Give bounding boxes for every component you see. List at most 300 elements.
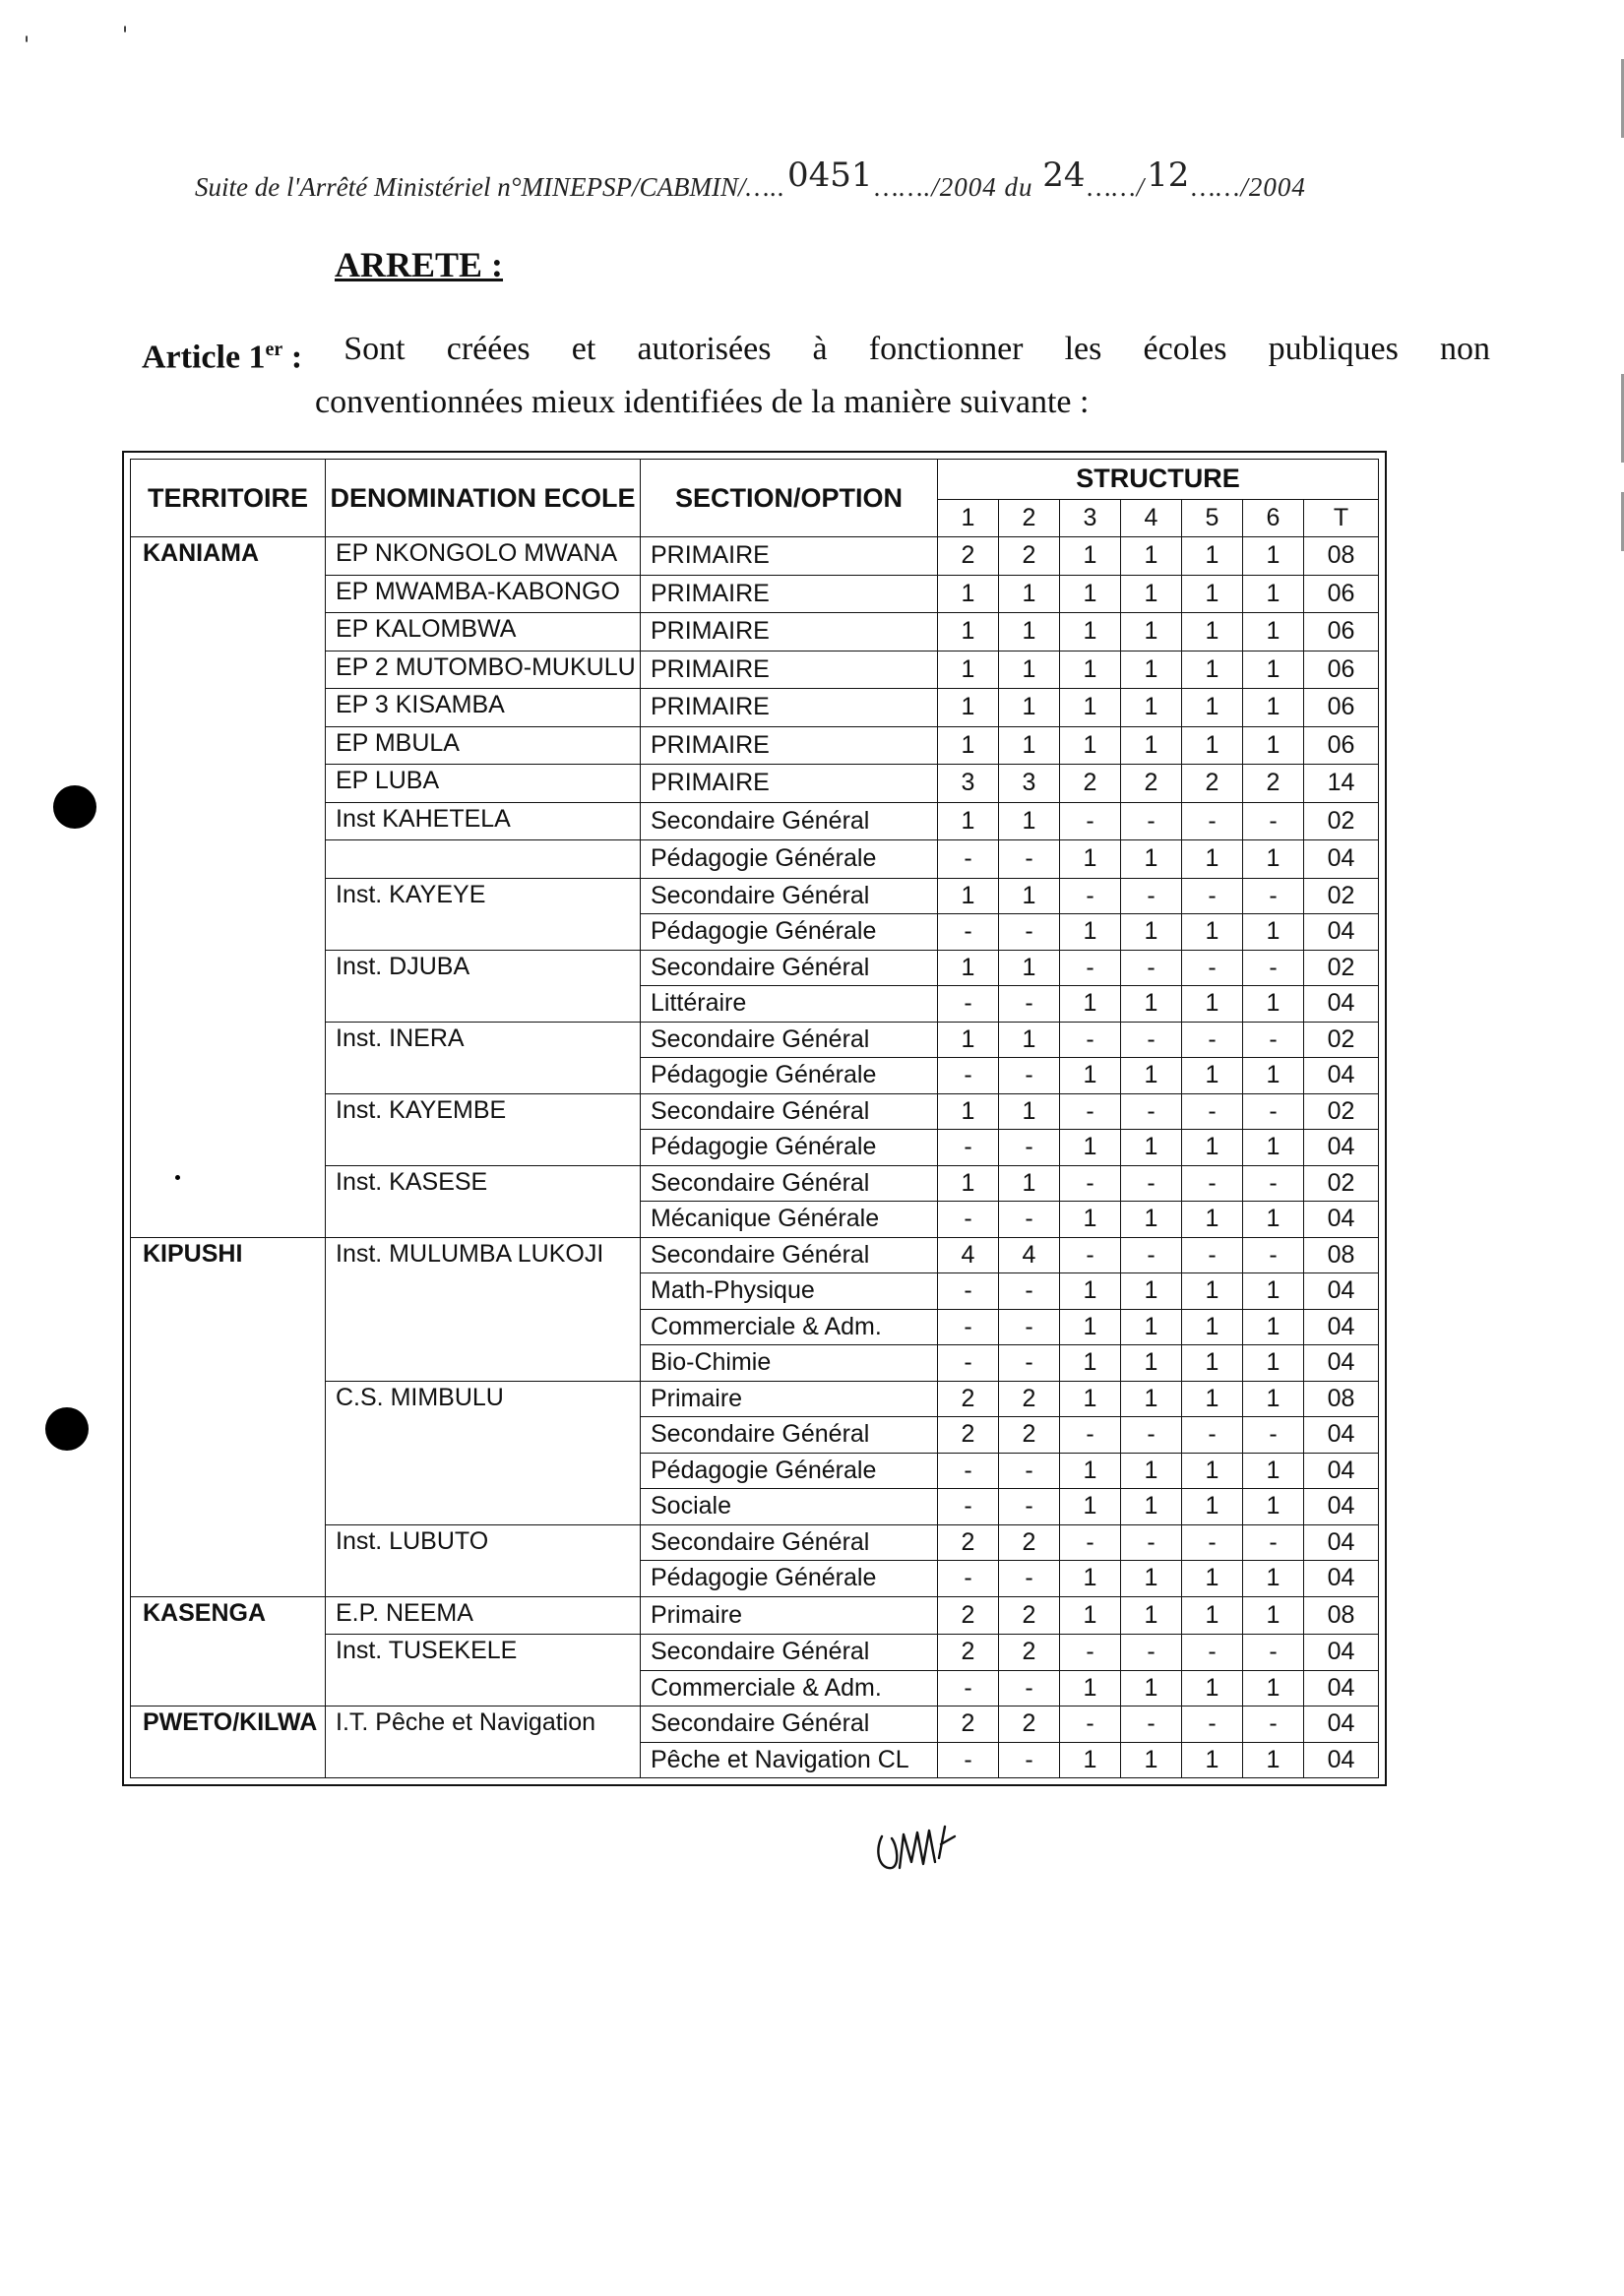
total-cell: 04	[1304, 1130, 1379, 1166]
structure-cell: 2	[999, 1381, 1060, 1417]
section-option-cell: Secondaire Général	[641, 1093, 938, 1130]
structure-cell: 1	[1243, 537, 1304, 576]
table-row	[131, 537, 1379, 576]
article-word: à	[812, 331, 828, 367]
structure-cell: 1	[1060, 914, 1121, 951]
structure-cell: 2	[999, 1706, 1060, 1743]
structure-cell: 1	[1060, 1058, 1121, 1094]
section-option-cell: Pédagogie Générale	[641, 1058, 938, 1094]
structure-cell: 1	[1182, 1453, 1243, 1489]
structure-cell: -	[1060, 1165, 1121, 1202]
school-name-cell: EP KALOMBWA	[326, 613, 641, 652]
article-lead: Article 1er :	[142, 339, 303, 376]
header-dots: ……/2004	[1191, 172, 1306, 202]
total-cell: 08	[1304, 1596, 1379, 1635]
structure-cell: 1	[999, 575, 1060, 613]
structure-cell: -	[999, 986, 1060, 1023]
structure-cell: 1	[1121, 914, 1182, 951]
total-cell: 04	[1304, 1345, 1379, 1382]
structure-cell: 2	[999, 1596, 1060, 1635]
structure-cell: 1	[938, 950, 999, 986]
section-option-cell: PRIMAIRE	[641, 765, 938, 803]
structure-cell: 1	[1121, 1309, 1182, 1345]
structure-cell: 2	[938, 1635, 999, 1671]
arrete-title: ARRETE :	[335, 245, 504, 284]
punch-hole	[53, 785, 96, 829]
section-option-cell: PRIMAIRE	[641, 689, 938, 727]
total-cell: 04	[1304, 1670, 1379, 1706]
section-option-cell: Primaire	[641, 1596, 938, 1635]
structure-cell: -	[1121, 1237, 1182, 1273]
structure-cell: 1	[1182, 840, 1243, 879]
structure-cell: 1	[1060, 1202, 1121, 1238]
structure-cell: 1	[1121, 1202, 1182, 1238]
structure-cell: -	[938, 986, 999, 1023]
header-dots: ……./2004 du	[874, 172, 1041, 202]
structure-cell: -	[999, 1742, 1060, 1778]
total-cell: 02	[1304, 878, 1379, 914]
structure-cell: 1	[1060, 651, 1121, 689]
total-cell: 14	[1304, 765, 1379, 803]
structure-cell: -	[1060, 1635, 1121, 1671]
structure-cell: -	[938, 840, 999, 879]
structure-cell: 1	[1182, 726, 1243, 765]
structure-cell: 1	[1121, 986, 1182, 1023]
structure-cell: 1	[1243, 1561, 1304, 1597]
handwritten-day: 24	[1042, 155, 1086, 195]
structure-cell: -	[1060, 878, 1121, 914]
territory-cell: KANIAMA	[131, 537, 326, 1238]
structure-cell: 1	[1243, 1596, 1304, 1635]
structure-cell: 1	[1243, 1489, 1304, 1525]
section-option-cell: Pédagogie Générale	[641, 1561, 938, 1597]
structure-cell: 1	[1182, 613, 1243, 652]
structure-cell: 1	[1121, 1561, 1182, 1597]
structure-cell: 1	[938, 726, 999, 765]
article-1	[142, 327, 1490, 425]
structure-cell: -	[938, 1561, 999, 1597]
table-row	[131, 1237, 1379, 1273]
structure-cell: 1	[1182, 1202, 1243, 1238]
structure-cell: 1	[1121, 1058, 1182, 1094]
structure-cell: -	[1182, 1093, 1243, 1130]
structure-cell: 1	[1182, 1489, 1243, 1525]
structure-cell: 1	[1060, 1309, 1121, 1345]
structure-cell: -	[999, 1202, 1060, 1238]
school-name-cell: EP NKONGOLO MWANA	[326, 537, 641, 576]
section-option-cell: PRIMAIRE	[641, 575, 938, 613]
margin-mark: '	[122, 24, 129, 48]
structure-cell: 1	[1243, 1202, 1304, 1238]
article-word: publiques	[1268, 331, 1399, 367]
structure-cell: 2	[999, 1635, 1060, 1671]
section-option-cell: Secondaire Général	[641, 950, 938, 986]
structure-cell: -	[999, 1453, 1060, 1489]
structure-cell: 1	[1121, 840, 1182, 879]
total-cell: 02	[1304, 1022, 1379, 1058]
structure-cell: -	[1182, 1524, 1243, 1561]
section-option-cell: PRIMAIRE	[641, 726, 938, 765]
structure-cell: -	[938, 1130, 999, 1166]
structure-cell: 1	[1060, 1670, 1121, 1706]
structure-cell: -	[1121, 1417, 1182, 1454]
structure-cell: -	[1182, 1165, 1243, 1202]
structure-cell: -	[999, 914, 1060, 951]
article-word: écoles	[1143, 331, 1227, 367]
territory-cell: PWETO/KILWA	[131, 1706, 326, 1778]
structure-cell: 1	[1060, 575, 1121, 613]
structure-cell: 1	[1060, 1561, 1121, 1597]
structure-cell: 1	[1243, 1345, 1304, 1382]
structure-cell: 1	[999, 689, 1060, 727]
total-cell: 04	[1304, 840, 1379, 879]
total-cell: 04	[1304, 1417, 1379, 1454]
structure-cell: 2	[938, 1706, 999, 1743]
section-option-cell: Littéraire	[641, 986, 938, 1023]
structure-cell: 1	[999, 802, 1060, 840]
structure-cell: 1	[1121, 651, 1182, 689]
total-cell: 02	[1304, 802, 1379, 840]
structure-cell: -	[1060, 1524, 1121, 1561]
structure-cell: -	[938, 1058, 999, 1094]
header-dots: ……/	[1087, 172, 1146, 202]
structure-cell: -	[938, 1670, 999, 1706]
total-cell: 08	[1304, 1237, 1379, 1273]
section-option-cell: Secondaire Général	[641, 1237, 938, 1273]
structure-cell: -	[1182, 1417, 1243, 1454]
structure-cell: -	[1121, 802, 1182, 840]
total-cell: 02	[1304, 950, 1379, 986]
structure-cell: 2	[1060, 765, 1121, 803]
total-cell: 04	[1304, 1524, 1379, 1561]
structure-cell: -	[938, 1742, 999, 1778]
school-name-cell: Inst KAHETELA	[326, 802, 641, 840]
punch-hole	[45, 1407, 89, 1451]
structure-cell: 1	[1243, 986, 1304, 1023]
structure-cell: 1	[1182, 537, 1243, 576]
structure-cell: -	[1060, 1237, 1121, 1273]
article-word: les	[1064, 331, 1102, 367]
document-header	[195, 155, 1306, 205]
structure-cell: 1	[938, 613, 999, 652]
structure-cell: -	[999, 1058, 1060, 1094]
structure-cell: 3	[938, 765, 999, 803]
structure-cell: -	[1121, 1635, 1182, 1671]
article-word: Sont	[344, 331, 406, 367]
structure-cell: 1	[1243, 840, 1304, 879]
structure-cell: 1	[999, 878, 1060, 914]
structure-cell: -	[938, 1202, 999, 1238]
total-cell: 08	[1304, 1381, 1379, 1417]
territory-cell: KASENGA	[131, 1596, 326, 1706]
structure-cell: 1	[1243, 1742, 1304, 1778]
structure-cell: 1	[938, 878, 999, 914]
structure-cell: 1	[1243, 1130, 1304, 1166]
structure-cell: -	[1243, 950, 1304, 986]
section-option-cell: Secondaire Général	[641, 1524, 938, 1561]
total-cell: 04	[1304, 1489, 1379, 1525]
article-word: non	[1439, 331, 1490, 367]
structure-cell: 4	[938, 1237, 999, 1273]
structure-cell: -	[938, 1489, 999, 1525]
structure-cell: 1	[1121, 689, 1182, 727]
structure-cell: -	[1121, 1706, 1182, 1743]
structure-cell: -	[1121, 1524, 1182, 1561]
structure-cell: -	[1182, 1635, 1243, 1671]
structure-cell: 2	[999, 1524, 1060, 1561]
structure-cell: -	[1182, 1022, 1243, 1058]
structure-cell: 2	[938, 1524, 999, 1561]
school-name-cell: I.T. Pêche et Navigation	[326, 1706, 641, 1778]
header-territoire: TERRITOIRE	[131, 460, 326, 537]
total-cell: 04	[1304, 914, 1379, 951]
structure-cell: 2	[938, 537, 999, 576]
structure-cell: -	[1243, 1237, 1304, 1273]
header-structure-col: 6	[1243, 499, 1304, 536]
structure-cell: 1	[1121, 1453, 1182, 1489]
structure-cell: -	[1182, 1706, 1243, 1743]
structure-cell: 1	[1182, 914, 1243, 951]
handwritten-arrete-number: 0451	[786, 155, 873, 195]
section-option-cell: Secondaire Général	[641, 1635, 938, 1671]
schools-table	[130, 459, 1379, 1778]
total-cell: 02	[1304, 1165, 1379, 1202]
total-cell: 06	[1304, 613, 1379, 652]
structure-cell: -	[1243, 1524, 1304, 1561]
structure-cell: 1	[938, 651, 999, 689]
section-option-cell: Primaire	[641, 1381, 938, 1417]
structure-cell: -	[999, 1273, 1060, 1310]
structure-cell: 2	[999, 1417, 1060, 1454]
structure-cell: -	[1243, 1093, 1304, 1130]
structure-cell: 1	[1060, 986, 1121, 1023]
structure-cell: 1	[999, 1165, 1060, 1202]
structure-cell: -	[938, 1453, 999, 1489]
structure-cell: -	[938, 1345, 999, 1382]
structure-cell: 2	[938, 1417, 999, 1454]
structure-cell: 1	[1060, 1596, 1121, 1635]
structure-cell: 1	[1243, 1670, 1304, 1706]
section-option-cell: Pédagogie Générale	[641, 914, 938, 951]
structure-cell: 1	[999, 726, 1060, 765]
section-option-cell: Mécanique Générale	[641, 1202, 938, 1238]
structure-cell: 2	[1121, 765, 1182, 803]
article-line-2: conventionnées mieux identifiées de la manière suivante :	[315, 384, 1090, 421]
structure-cell: 1	[1182, 575, 1243, 613]
structure-cell: 1	[1060, 1742, 1121, 1778]
header-structure-col: T	[1304, 499, 1379, 536]
article-word: fonctionner	[868, 331, 1024, 367]
structure-cell: 1	[1121, 1381, 1182, 1417]
section-option-cell: Secondaire Général	[641, 1022, 938, 1058]
article-word: autorisées	[637, 331, 772, 367]
total-cell: 06	[1304, 651, 1379, 689]
section-option-cell: Secondaire Général	[641, 1706, 938, 1743]
structure-cell: 1	[1243, 613, 1304, 652]
total-cell: 04	[1304, 1309, 1379, 1345]
section-option-cell: Math-Physique	[641, 1273, 938, 1310]
structure-cell: 1	[999, 651, 1060, 689]
header-section: SECTION/OPTION	[641, 460, 938, 537]
structure-cell: -	[1121, 1165, 1182, 1202]
header-structure-col: 2	[999, 499, 1060, 536]
structure-cell: 1	[1243, 1273, 1304, 1310]
structure-cell: 1	[1121, 1742, 1182, 1778]
total-cell: 06	[1304, 726, 1379, 765]
structure-cell: 1	[1121, 726, 1182, 765]
section-option-cell: Secondaire Général	[641, 1417, 938, 1454]
structure-cell: 1	[1060, 1273, 1121, 1310]
school-name-cell: EP MBULA	[326, 726, 641, 765]
structure-cell: 1	[1121, 537, 1182, 576]
structure-cell: 1	[1182, 1345, 1243, 1382]
structure-cell: -	[1243, 878, 1304, 914]
structure-cell: 1	[999, 1022, 1060, 1058]
header-structure-col: 3	[1060, 499, 1121, 536]
header-structure-col: 4	[1121, 499, 1182, 536]
handwritten-month: 12	[1147, 155, 1190, 195]
total-cell: 06	[1304, 575, 1379, 613]
section-option-cell: Secondaire Général	[641, 802, 938, 840]
structure-cell: 1	[1060, 1381, 1121, 1417]
structure-cell: 1	[1182, 689, 1243, 727]
structure-cell: 1	[1121, 1670, 1182, 1706]
structure-cell: 1	[1243, 726, 1304, 765]
structure-cell: 1	[1243, 689, 1304, 727]
structure-cell: -	[999, 840, 1060, 879]
structure-cell: 1	[1060, 1489, 1121, 1525]
header-structure-col: 5	[1182, 499, 1243, 536]
structure-cell: 1	[1060, 1453, 1121, 1489]
header-structure: STRUCTURE	[938, 460, 1379, 500]
structure-cell: 1	[1060, 1130, 1121, 1166]
section-option-cell: Pédagogie Générale	[641, 1453, 938, 1489]
section-option-cell: PRIMAIRE	[641, 651, 938, 689]
structure-cell: -	[1243, 1635, 1304, 1671]
structure-cell: -	[1121, 1022, 1182, 1058]
section-option-cell: Secondaire Général	[641, 878, 938, 914]
structure-cell: 1	[938, 802, 999, 840]
structure-cell: 1	[1182, 1381, 1243, 1417]
structure-cell: 1	[938, 1093, 999, 1130]
structure-cell: 1	[1060, 537, 1121, 576]
structure-cell: 1	[938, 689, 999, 727]
structure-cell: -	[938, 914, 999, 951]
structure-cell: 1	[1243, 1453, 1304, 1489]
header-structure-col: 1	[938, 499, 999, 536]
structure-cell: -	[1182, 950, 1243, 986]
structure-cell: 2	[999, 537, 1060, 576]
structure-cell: 1	[1060, 689, 1121, 727]
structure-cell: 1	[1060, 613, 1121, 652]
school-name-cell: Inst. LUBUTO	[326, 1524, 641, 1596]
structure-cell: -	[1121, 1093, 1182, 1130]
article-line-1	[142, 327, 1490, 380]
section-option-cell: PRIMAIRE	[641, 537, 938, 576]
section-option-cell: Pédagogie Générale	[641, 840, 938, 879]
structure-cell: 1	[1121, 1489, 1182, 1525]
structure-cell: 1	[1121, 1596, 1182, 1635]
structure-cell: 1	[1182, 1273, 1243, 1310]
school-name-cell: Inst. KASESE	[326, 1165, 641, 1237]
structure-cell: -	[1243, 802, 1304, 840]
total-cell: 08	[1304, 537, 1379, 576]
section-option-cell: Pêche et Navigation CL	[641, 1742, 938, 1778]
total-cell: 04	[1304, 1202, 1379, 1238]
territory-cell: KIPUSHI	[131, 1237, 326, 1596]
handwritten-signature	[870, 1807, 978, 1876]
structure-cell: 1	[999, 950, 1060, 986]
structure-cell: 1	[1182, 986, 1243, 1023]
section-option-cell: Commerciale & Adm.	[641, 1670, 938, 1706]
school-name-cell: E.P. NEEMA	[326, 1596, 641, 1635]
structure-cell: 1	[999, 1093, 1060, 1130]
school-name-cell: Inst. MULUMBA LUKOJI	[326, 1237, 641, 1381]
total-cell: 04	[1304, 986, 1379, 1023]
header-dots: …..	[745, 172, 785, 202]
structure-cell: -	[1060, 1022, 1121, 1058]
structure-cell: 1	[1182, 1309, 1243, 1345]
structure-cell: 2	[1182, 765, 1243, 803]
total-cell: 04	[1304, 1273, 1379, 1310]
table-row	[131, 1706, 1379, 1743]
structure-cell: -	[938, 1273, 999, 1310]
structure-cell: -	[1243, 1417, 1304, 1454]
structure-cell: 1	[1060, 1345, 1121, 1382]
structure-cell: 4	[999, 1237, 1060, 1273]
structure-cell: -	[1243, 1165, 1304, 1202]
table-row	[131, 1596, 1379, 1635]
structure-cell: 1	[1182, 1670, 1243, 1706]
structure-cell: -	[999, 1489, 1060, 1525]
structure-cell: -	[938, 1309, 999, 1345]
structure-cell: -	[1182, 1237, 1243, 1273]
total-cell: 04	[1304, 1453, 1379, 1489]
section-option-cell: Pédagogie Générale	[641, 1130, 938, 1166]
section-option-cell: PRIMAIRE	[641, 613, 938, 652]
structure-cell: -	[999, 1561, 1060, 1597]
structure-cell: -	[1243, 1706, 1304, 1743]
total-cell: 04	[1304, 1635, 1379, 1671]
header-denomination: DENOMINATION ECOLE	[326, 460, 641, 537]
structure-cell: 1	[1243, 1058, 1304, 1094]
structure-cell: -	[1182, 878, 1243, 914]
structure-cell: 1	[1121, 1273, 1182, 1310]
structure-cell: -	[999, 1670, 1060, 1706]
structure-cell: 1	[1182, 1561, 1243, 1597]
school-name-cell: Inst. TUSEKELE	[326, 1635, 641, 1706]
structure-cell: 1	[1182, 1742, 1243, 1778]
structure-cell: -	[1060, 802, 1121, 840]
school-name-cell: Inst. KAYEMBE	[326, 1093, 641, 1165]
structure-cell: 2	[1243, 765, 1304, 803]
structure-cell: 1	[1243, 914, 1304, 951]
structure-cell: -	[999, 1130, 1060, 1166]
structure-cell: 1	[1182, 1596, 1243, 1635]
structure-cell: 1	[1121, 1345, 1182, 1382]
structure-cell: 1	[999, 613, 1060, 652]
structure-cell: 1	[1243, 1381, 1304, 1417]
structure-cell: -	[1060, 1706, 1121, 1743]
school-name-cell: Inst. DJUBA	[326, 950, 641, 1022]
structure-cell: -	[1182, 802, 1243, 840]
total-cell: 06	[1304, 689, 1379, 727]
structure-cell: -	[999, 1345, 1060, 1382]
structure-cell: 2	[938, 1596, 999, 1635]
structure-cell: 2	[938, 1381, 999, 1417]
total-cell: 04	[1304, 1561, 1379, 1597]
school-name-cell: Inst. KAYEYE	[326, 878, 641, 950]
